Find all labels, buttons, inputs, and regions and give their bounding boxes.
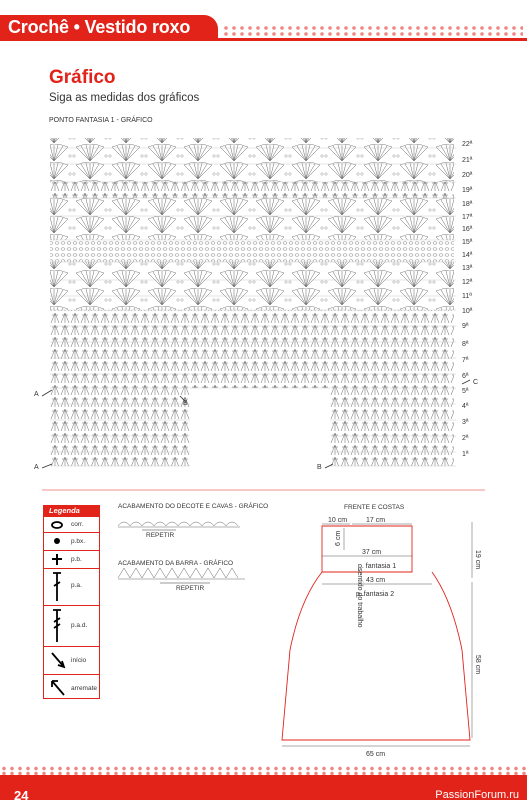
legend-item — [44, 568, 99, 605]
dim-6cm: 6 cm — [335, 530, 342, 546]
legend-label: p.a.d. — [71, 622, 88, 629]
hem-edging-title: ACABAMENTO DA BARRA - GRÁFICO — [118, 560, 234, 567]
chart-rows-middle — [50, 198, 454, 240]
legend-title: Legenda — [44, 506, 99, 516]
pattern-1-label: p. fantasia 1 — [358, 563, 397, 570]
marker-b-lower: B — [317, 464, 322, 471]
chart-rows-chains — [50, 240, 454, 262]
page-footer — [0, 766, 527, 803]
dim-43cm: 43 cm — [366, 577, 386, 584]
marker-c: C — [473, 379, 479, 386]
legend-item — [44, 516, 99, 532]
legend-label: corr. — [71, 521, 84, 528]
row-number: 11ª — [462, 293, 472, 300]
row-number: 1ª — [462, 451, 469, 458]
row-number: 9ª — [462, 323, 469, 330]
neck-edging-title: ACABAMENTO DO DECOTE E CAVAS - GRÁFICO — [118, 503, 269, 510]
footer-pattern — [0, 766, 527, 775]
dim-65cm: 65 cm — [366, 751, 386, 758]
garment-schematic — [282, 526, 470, 740]
row-numbers — [462, 141, 473, 458]
row-number: 7ª — [462, 357, 469, 364]
row-number: 5ª — [462, 388, 469, 395]
chart-rows-top — [50, 138, 454, 182]
dim-17cm: 17 cm — [366, 517, 386, 524]
row-number: 19ª — [462, 187, 473, 194]
legend-label: p.bx. — [71, 538, 86, 545]
tall-stitch-icon — [44, 569, 69, 605]
row-number: 13ª — [462, 265, 473, 272]
row-number: 15ª — [462, 239, 473, 246]
dim-58cm: 58 cm — [474, 655, 481, 675]
neck-edging-swatch — [118, 522, 240, 530]
hem-repeat-label: REPETIR — [176, 585, 205, 592]
legend-label: p.a. — [71, 582, 82, 589]
hem-edging-swatch — [118, 568, 245, 583]
row-number: 10ª — [462, 308, 473, 315]
row-number: 6ª — [462, 373, 469, 380]
row-number: 22ª — [462, 141, 473, 148]
start-icon — [44, 647, 69, 674]
footer-band — [0, 775, 527, 803]
row-number: 12ª — [462, 279, 473, 286]
site-watermark: PassionForum.ru — [435, 789, 519, 801]
legend-item — [44, 605, 99, 646]
row-number: 4ª — [462, 403, 469, 410]
marker-a-lower: A — [34, 464, 39, 471]
chain-icon — [44, 517, 69, 532]
legend — [43, 505, 100, 699]
row-number: 17ª — [462, 214, 473, 221]
dim-10cm: 10 cm — [328, 517, 348, 524]
legend-label: início — [71, 657, 87, 664]
legend-item — [44, 532, 99, 550]
work-direction: sentido do trabalho — [356, 568, 363, 628]
marker-b-upper: B — [183, 400, 188, 407]
dim-19cm: 19 cm — [474, 550, 481, 570]
chart-left-leg — [50, 388, 190, 466]
end-icon — [44, 675, 69, 702]
chart-rows-mesh-a — [50, 182, 454, 198]
legend-label: arremate — [71, 685, 98, 692]
row-number: 18ª — [462, 201, 473, 208]
marker-a-upper: A — [34, 391, 39, 398]
chart-rows-lower-mesh — [50, 310, 454, 388]
header-title: Crochê • Vestido roxo — [8, 17, 191, 37]
section-subtitle: Siga as medidas dos gráficos — [49, 92, 200, 104]
row-number: 8ª — [462, 341, 469, 348]
row-number: 21ª — [462, 157, 473, 164]
legend-label: p.b. — [71, 556, 82, 563]
legend-item — [44, 550, 99, 568]
chart-rows-lower-fans — [50, 262, 454, 310]
page-number: 24 — [14, 788, 29, 803]
plus-icon — [44, 551, 69, 568]
schematic-title: FRENTE E COSTAS — [344, 504, 405, 511]
row-number: 2ª — [462, 435, 469, 442]
legend-item — [44, 646, 99, 674]
row-number: 3ª — [462, 419, 469, 426]
dot-icon — [44, 533, 69, 550]
neck-repeat-label: REPETIR — [146, 532, 175, 539]
row-number: 16ª — [462, 226, 473, 233]
row-number: 14ª — [462, 252, 473, 259]
schematic-labels — [328, 517, 481, 758]
pattern-2-label: p. fantasia 2 — [356, 591, 395, 598]
dim-37cm: 37 cm — [362, 549, 382, 556]
chart-right-leg — [330, 388, 454, 466]
legend-item — [44, 674, 99, 702]
double-tall-icon — [44, 606, 69, 646]
chart-label: PONTO FANTASIA 1 - GRÁFICO — [49, 117, 153, 124]
section-title: Gráfico — [49, 67, 116, 88]
row-number: 20ª — [462, 172, 473, 179]
